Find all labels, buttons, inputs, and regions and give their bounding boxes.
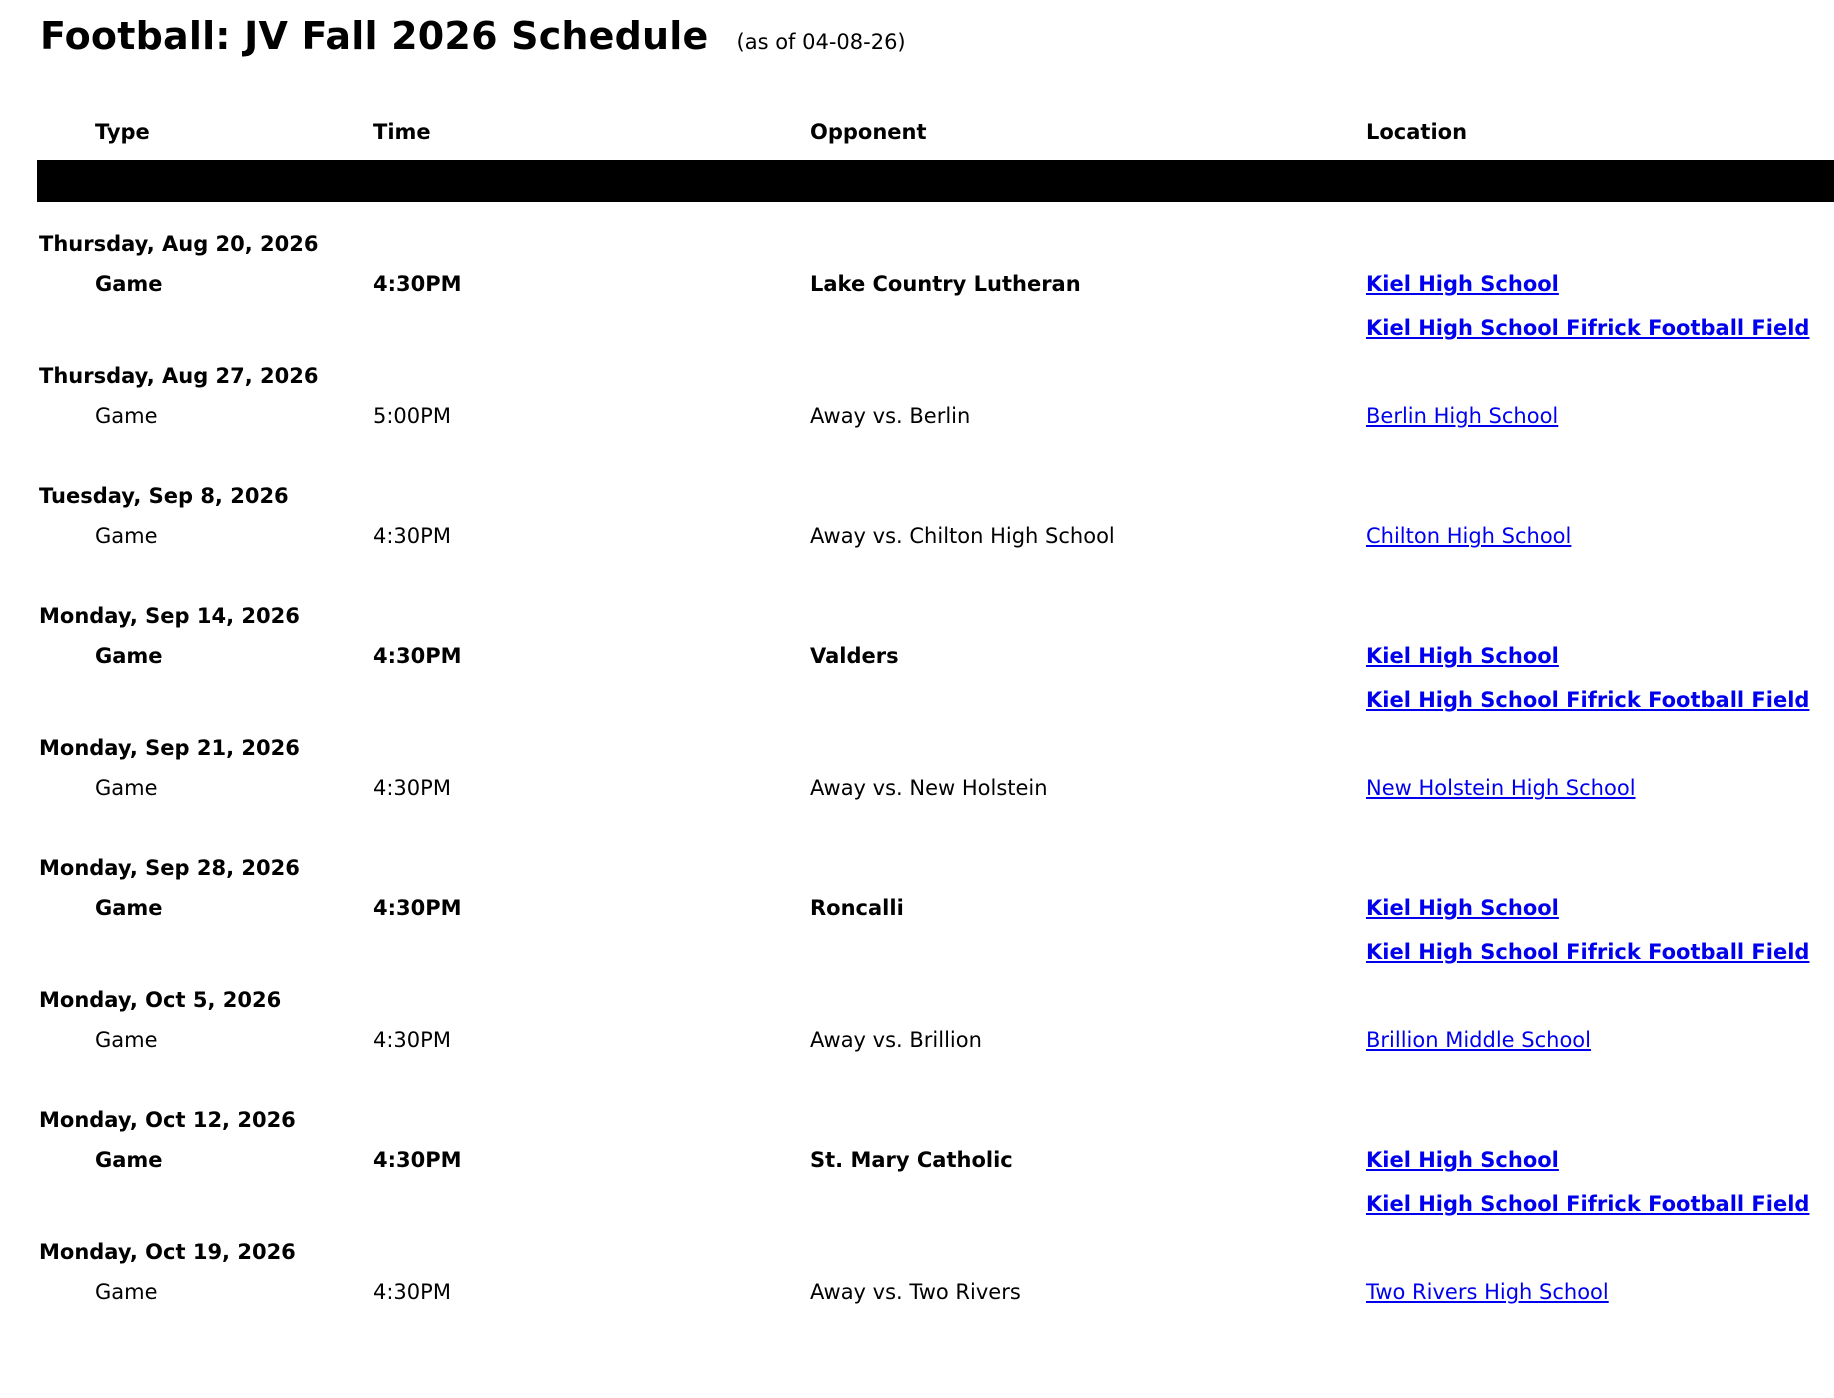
- location-link[interactable]: Kiel High School: [1366, 896, 1559, 920]
- event-time: 5:00PM: [373, 404, 451, 428]
- column-header-location: Location: [1366, 120, 1468, 144]
- date-heading: [0, 226, 1834, 266]
- date-heading: [0, 730, 1834, 770]
- event-type: Game: [95, 1148, 163, 1172]
- date-heading: [0, 358, 1834, 398]
- event-row: [0, 1274, 1834, 1314]
- schedule-day: [0, 226, 1834, 358]
- event-type: Game: [95, 404, 158, 428]
- field-link[interactable]: Kiel High School Fifrick Football Field: [1366, 688, 1810, 712]
- date-heading: [0, 1102, 1834, 1142]
- event-row: [0, 770, 1834, 810]
- date-heading: [0, 850, 1834, 890]
- date-text: Monday, Sep 14, 2026: [39, 604, 300, 628]
- event-time: 4:30PM: [373, 776, 451, 800]
- event-opponent: St. Mary Catholic: [810, 1148, 1013, 1172]
- event-opponent: Lake Country Lutheran: [810, 272, 1081, 296]
- event-time: 4:30PM: [373, 896, 462, 920]
- schedule-list: [0, 226, 1834, 1314]
- event-type: Game: [95, 1028, 158, 1052]
- page-title: Football: JV Fall 2026 Schedule: [40, 14, 709, 58]
- event-opponent: Away vs. Two Rivers: [810, 1280, 1021, 1304]
- column-header-opponent: Opponent: [810, 120, 927, 144]
- location-link[interactable]: Brillion Middle School: [1366, 1028, 1591, 1052]
- event-time: 4:30PM: [373, 644, 462, 668]
- schedule-day: [0, 478, 1834, 598]
- date-heading: [0, 982, 1834, 1022]
- location-link[interactable]: New Holstein High School: [1366, 776, 1636, 800]
- event-time: 4:30PM: [373, 272, 462, 296]
- field-row: [0, 678, 1834, 726]
- event-type: Game: [95, 1280, 158, 1304]
- field-link[interactable]: Kiel High School Fifrick Football Field: [1366, 316, 1810, 340]
- header-divider-bar: [37, 160, 1834, 202]
- column-header-type: Type: [95, 120, 150, 144]
- event-time: 4:30PM: [373, 1280, 451, 1304]
- schedule-day: [0, 982, 1834, 1102]
- event-row: [0, 518, 1834, 558]
- event-opponent: Away vs. Brillion: [810, 1028, 982, 1052]
- event-row: [0, 890, 1834, 930]
- location-link[interactable]: Kiel High School: [1366, 272, 1559, 296]
- schedule-day: [0, 1102, 1834, 1234]
- schedule-day: [0, 1234, 1834, 1314]
- event-opponent: Away vs. Chilton High School: [810, 524, 1115, 548]
- event-time: 4:30PM: [373, 1028, 451, 1052]
- date-heading: [0, 598, 1834, 638]
- date-heading: [0, 1234, 1834, 1274]
- schedule-day: [0, 358, 1834, 478]
- location-link[interactable]: Kiel High School: [1366, 1148, 1559, 1172]
- field-link[interactable]: Kiel High School Fifrick Football Field: [1366, 940, 1810, 964]
- field-link[interactable]: Kiel High School Fifrick Football Field: [1366, 1192, 1810, 1216]
- field-row: [0, 930, 1834, 978]
- date-text: Monday, Oct 5, 2026: [39, 988, 282, 1012]
- location-link[interactable]: Berlin High School: [1366, 404, 1559, 428]
- field-row: [0, 306, 1834, 354]
- schedule-day: [0, 850, 1834, 982]
- date-text: Thursday, Aug 27, 2026: [39, 364, 319, 388]
- event-type: Game: [95, 524, 158, 548]
- date-text: Monday, Sep 28, 2026: [39, 856, 300, 880]
- date-text: Monday, Oct 12, 2026: [39, 1108, 296, 1132]
- location-link[interactable]: Chilton High School: [1366, 524, 1572, 548]
- event-time: 4:30PM: [373, 1148, 462, 1172]
- date-text: Monday, Sep 21, 2026: [39, 736, 300, 760]
- event-row: [0, 266, 1834, 306]
- event-type: Game: [95, 896, 163, 920]
- event-opponent: Away vs. Berlin: [810, 404, 971, 428]
- event-row: [0, 398, 1834, 438]
- date-text: Monday, Oct 19, 2026: [39, 1240, 296, 1264]
- event-type: Game: [95, 644, 163, 668]
- date-text: Thursday, Aug 20, 2026: [39, 232, 319, 256]
- event-opponent: Away vs. New Holstein: [810, 776, 1048, 800]
- location-link[interactable]: Two Rivers High School: [1366, 1280, 1609, 1304]
- event-time: 4:30PM: [373, 524, 451, 548]
- event-opponent: Valders: [810, 644, 899, 668]
- event-opponent: Roncalli: [810, 896, 904, 920]
- event-row: [0, 638, 1834, 678]
- event-row: [0, 1022, 1834, 1062]
- event-row: [0, 1142, 1834, 1182]
- field-row: [0, 1182, 1834, 1230]
- page-header: [40, 14, 906, 70]
- column-headers: [0, 114, 1834, 150]
- event-type: Game: [95, 776, 158, 800]
- event-type: Game: [95, 272, 163, 296]
- column-header-time: Time: [373, 120, 431, 144]
- schedule-day: [0, 730, 1834, 850]
- date-heading: [0, 478, 1834, 518]
- schedule-day: [0, 598, 1834, 730]
- location-link[interactable]: Kiel High School: [1366, 644, 1559, 668]
- date-text: Tuesday, Sep 8, 2026: [39, 484, 289, 508]
- as-of-date: (as of 04-08-26): [736, 30, 906, 54]
